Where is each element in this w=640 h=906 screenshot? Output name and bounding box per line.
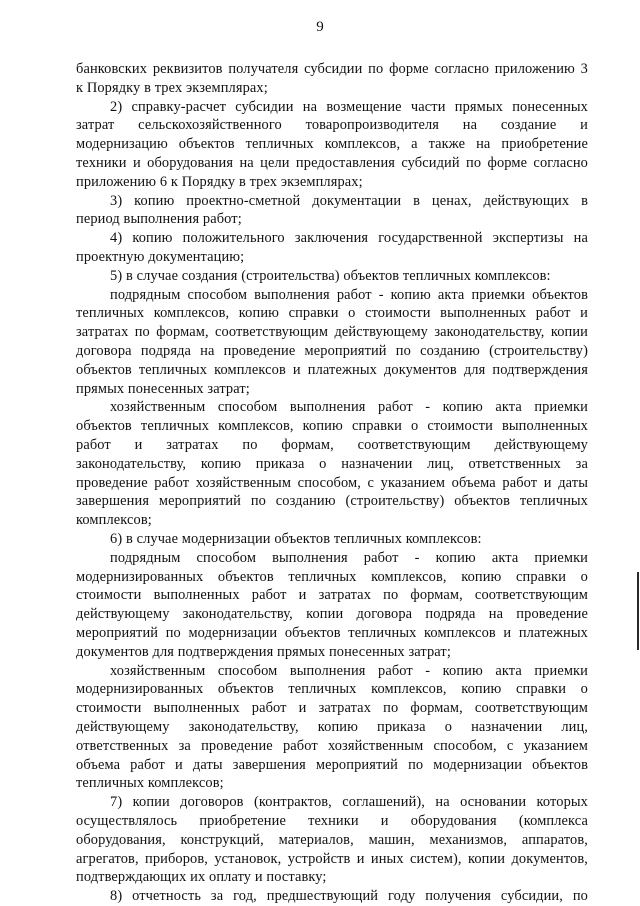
text-line: действующему законодательству, копии договора подряда на проведение (76, 606, 588, 623)
text-line: 8) отчетность за год, предшествующий году получения субсидии, по (110, 888, 588, 905)
text-line: модернизированных объектов тепличных комплексов, копию справки о (76, 568, 588, 585)
text-line: 5) в случае создания (строительства) объектов тепличных комплексов: (110, 267, 551, 284)
text-line: прямых понесенных затрат; (76, 380, 250, 397)
text-line: тепличных комплексов, копию справки о стоимости выполненных работ и (76, 305, 588, 322)
text-line: оборудования, конструкций, материалов, машин, механизмов, аппаратов, (76, 831, 588, 848)
text-line: ответственных за проведение работ хозяйственным способом, с указанием (76, 737, 588, 754)
text-line: хозяйственным способом выполнения работ - копию акта приемки (110, 399, 588, 416)
text-line: 2) справку-расчет субсидии на возмещение части прямых понесенных (110, 98, 588, 115)
text-line: объектов тепличных комплексов, копию справки о стоимости выполненных (76, 418, 588, 435)
text-line: работ и затратах по формам, соответствующим действующему (76, 437, 588, 453)
text-line: стоимости выполненных работ и затратах по формам, соответствующим (76, 700, 588, 717)
text-line: 4) копию положительного заключения государственной экспертизы на (110, 230, 588, 247)
page-number: 9 (316, 19, 324, 35)
text-line: приложению 6 к Порядку в трех экземплярах; (76, 173, 363, 190)
text-line: осуществлялось приобретение техники и оборудования (комплекса (76, 813, 588, 829)
text-line: хозяйственным способом выполнения работ - копию акта приемки (110, 662, 588, 679)
text-line: банковских реквизитов получателя субсидии по форме согласно приложению 3 (76, 61, 588, 77)
text-line: 7) копии договоров (контрактов, соглашений), на основании которых (110, 794, 588, 811)
text-line: 3) копию проектно-сметной документации в ценах, действующих в (110, 192, 588, 209)
text-line: объема работ и даты завершения мероприятий по модернизации объектов (76, 756, 588, 773)
text-line: тепличных комплексов; (76, 775, 224, 792)
text-line: подтверждающих их оплату и поставку; (76, 869, 327, 886)
text-line: агрегатов, приборов, установок, устройств и иных систем), копии документов, (76, 850, 588, 867)
text-line: комплексов; (76, 512, 152, 529)
text-line: затратах по формам, соответствующим действующему законодательству, копии (76, 324, 588, 341)
scan-edge-mark (637, 572, 639, 650)
text-line: законодательству, копию приказа о назначении лиц, ответственных за (76, 455, 588, 472)
text-line: затрат сельскохозяйственного товаропроизводителя на создание и (76, 117, 588, 134)
text-line: модернизацию объектов тепличных комплексов, а также на приобретение (76, 136, 588, 153)
text-line: документов для подтверждения прямых понесенных затрат; (76, 643, 451, 660)
text-line: действующему законодательству, копию приказа о назначении лиц, (76, 719, 588, 735)
text-line: мероприятий по модернизации объектов тепличных комплексов и платежных (76, 625, 588, 641)
text-line: модернизированных объектов тепличных комплексов, копию справки о (76, 681, 588, 698)
text-line: техники и оборудования на цели предоставления субсидий по форме согласно (76, 155, 588, 171)
text-line: объектов тепличных комплексов и платежных документов для подтверждения (76, 361, 588, 378)
text-line: подрядным способом выполнения работ - копию акта приемки объектов (110, 286, 588, 303)
text-line: к Порядку в трех экземплярах; (76, 79, 268, 96)
text-line: подрядным способом выполнения работ - копию акта приемки (110, 549, 588, 566)
text-line: проектную документацию; (76, 249, 245, 265)
text-line: 6) в случае модернизации объектов тепличных комплексов: (110, 531, 482, 547)
text-line: завершения мероприятий по созданию (строительству) объектов тепличных (76, 493, 588, 510)
text-line: стоимости выполненных работ и затратах по формам, соответствующим (76, 587, 588, 604)
text-line: договора подряда на проведение мероприятий по созданию (строительству) (76, 343, 588, 359)
text-line: период выполнения работ; (76, 211, 242, 228)
text-line: проведение работ хозяйственным способом, с указанием объема работ и даты (76, 474, 588, 491)
